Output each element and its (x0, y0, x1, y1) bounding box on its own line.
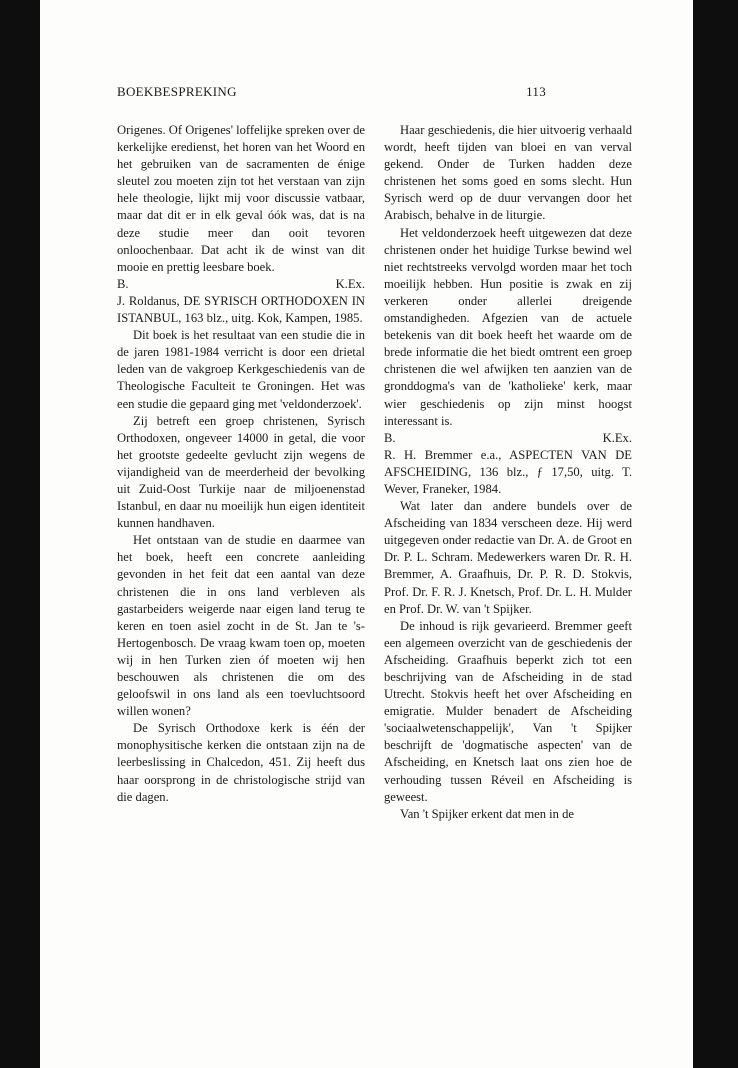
review-signature (384, 430, 632, 447)
paragraph: Haar geschiedenis, die hier uitvoerig verhaald wordt, heeft tijden van bloei en van verval gekend. Onder de Turken hadden deze christenen het soms goed en soms slecht. Hun Syrisch werd op de duur vervangen door het Arabisch, behalve in de liturgie. (384, 123, 632, 223)
page-number: 113 (526, 84, 546, 99)
running-head (117, 84, 546, 104)
signature-initial: B. (117, 276, 129, 291)
left-column (117, 122, 365, 806)
intro-paragraph: Origenes. Of Origenes' loffelijke spreken over de kerkelijke eredienst, het horen van het Woord en het gebruiken van de sacramenten de énige sleutel zou moeten zijn tot het verstaan van zijn hele theologie, lijkt mij voor discussie vatbaar, maar dat dit er in elk geval óók was, dat is na deze studie meer dan ooit tevoren onloochenbaar. Dat acht ik de winst van dit mooie en prettig leesbare boek. (117, 123, 365, 274)
section-title: BOEKBESPREKING (117, 84, 237, 99)
signature-author: K.Ex. (335, 276, 365, 291)
signature-author: K.Ex. (602, 430, 632, 445)
paragraph: De inhoud is rijk gevarieerd. Bremmer geeft een algemeen overzicht van de geschiedenis der Afscheiding. Graafhuis beperkt zich tot een beschrijving van de Afscheiding in de stad Utrecht. Stokvis heeft het over Afscheiding en emigratie. Mulder benadert de Afscheiding 'sociaalwetenschappelijk', Van 't Spijker beschrijft de 'dogmatische aspecten' van de Afscheiding, en Knetsch laat ons zien hoe de verhouding tussen Réveil en Afscheiding is geweest. (384, 618, 632, 804)
paragraph: Het veldonderzoek heeft uitgewezen dat deze christenen onder het huidige Turkse bewind wel niet rechtstreeks vervolgd worden maar het toch moeilijk hebben. Hun positie is zwak en zij verkeren onder allerlei dreigende omstandigheden. Afgezien van de actuele betekenis van dit boek heeft het waarde om de brede informatie die het biedt omtrent een groep christenen die wel afwijken ten aanzien van de gronddogma's van de 'katholieke' kerk, maar wier geschiedenis op zijn minst hoogst interessant is. (384, 225, 632, 428)
paragraph: Zij betreft een groep christenen, Syrisch Orthodoxen, ongeveer 14000 in getal, die voor het grootste gedeelte gevlucht zijn wegens de vijandigheid van de meerderheid der bevolking uit Zuid-Oost Turkije naar de miljoenenstad Istanbul, en daar nu moeilijk hun eigen identiteit kunnen handhaven. (117, 413, 365, 531)
book-reference: R. H. Bremmer e.a., ASPECTEN VAN DE AFSCHEIDING, 136 blz., ƒ 17,50, uitg. T. Wever, Franeker, 1984. (384, 447, 632, 496)
scan-border-right (693, 0, 738, 1068)
paragraph: Wat later dan andere bundels over de Afscheiding van 1834 verscheen deze. Hij werd uitgegeven onder redactie van Dr. A. de Groot en Dr. P. L. Schram. Medewerkers waren Dr. R. H. Bremmer, A. Graafhuis, Dr. P. R. D. Stokvis, Prof. Dr. F. R. J. Knetsch, Prof. Dr. L. H. Mulder en Prof. Dr. W. van 't Spijker. (384, 499, 632, 616)
paragraph: De Syrisch Orthodoxe kerk is één der monophysitische kerken die ontstaan zijn na de leerbeslissing in Chalcedon, 451. Zij heeft dus haar oorsprong in de christologische strijd van die dagen. (117, 721, 365, 804)
paragraph: Het ontstaan van de studie en daarmee van het boek, heeft een concrete aanleiding gevonden in het feit dat een aantal van deze christenen die in ons land verbleven als gastarbeiders weigerde naar eigen land terug te keren en toen asiel zocht in de St. Jan te 's-Hertogenbosch. De vraag kwam toen op, moeten wij in hen Turken zien óf moeten wij hen beschouwen als christenen die om des geloofswil in ons land als een toevluchtsoord willen wonen? (117, 533, 365, 719)
book-reference: J. Roldanus, DE SYRISCH ORTHODOXEN IN ISTANBUL, 163 blz., uitg. Kok, Kampen, 1985. (117, 293, 365, 326)
paragraph: Dit boek is het resultaat van een studie die in de jaren 1981-1984 verricht is door een drietal leden van de vakgroep Kerkgeschiedenis van de Theologische Faculteit te Groningen. Het was een studie die gepaard ging met 'veldonderzoek'. (117, 328, 365, 411)
book-page (40, 0, 693, 1068)
right-column (384, 122, 632, 823)
signature-initial: B. (384, 430, 396, 445)
review-signature (117, 276, 365, 293)
scan-border-left (0, 0, 40, 1068)
paragraph: Van 't Spijker erkent dat men in de (400, 806, 574, 821)
